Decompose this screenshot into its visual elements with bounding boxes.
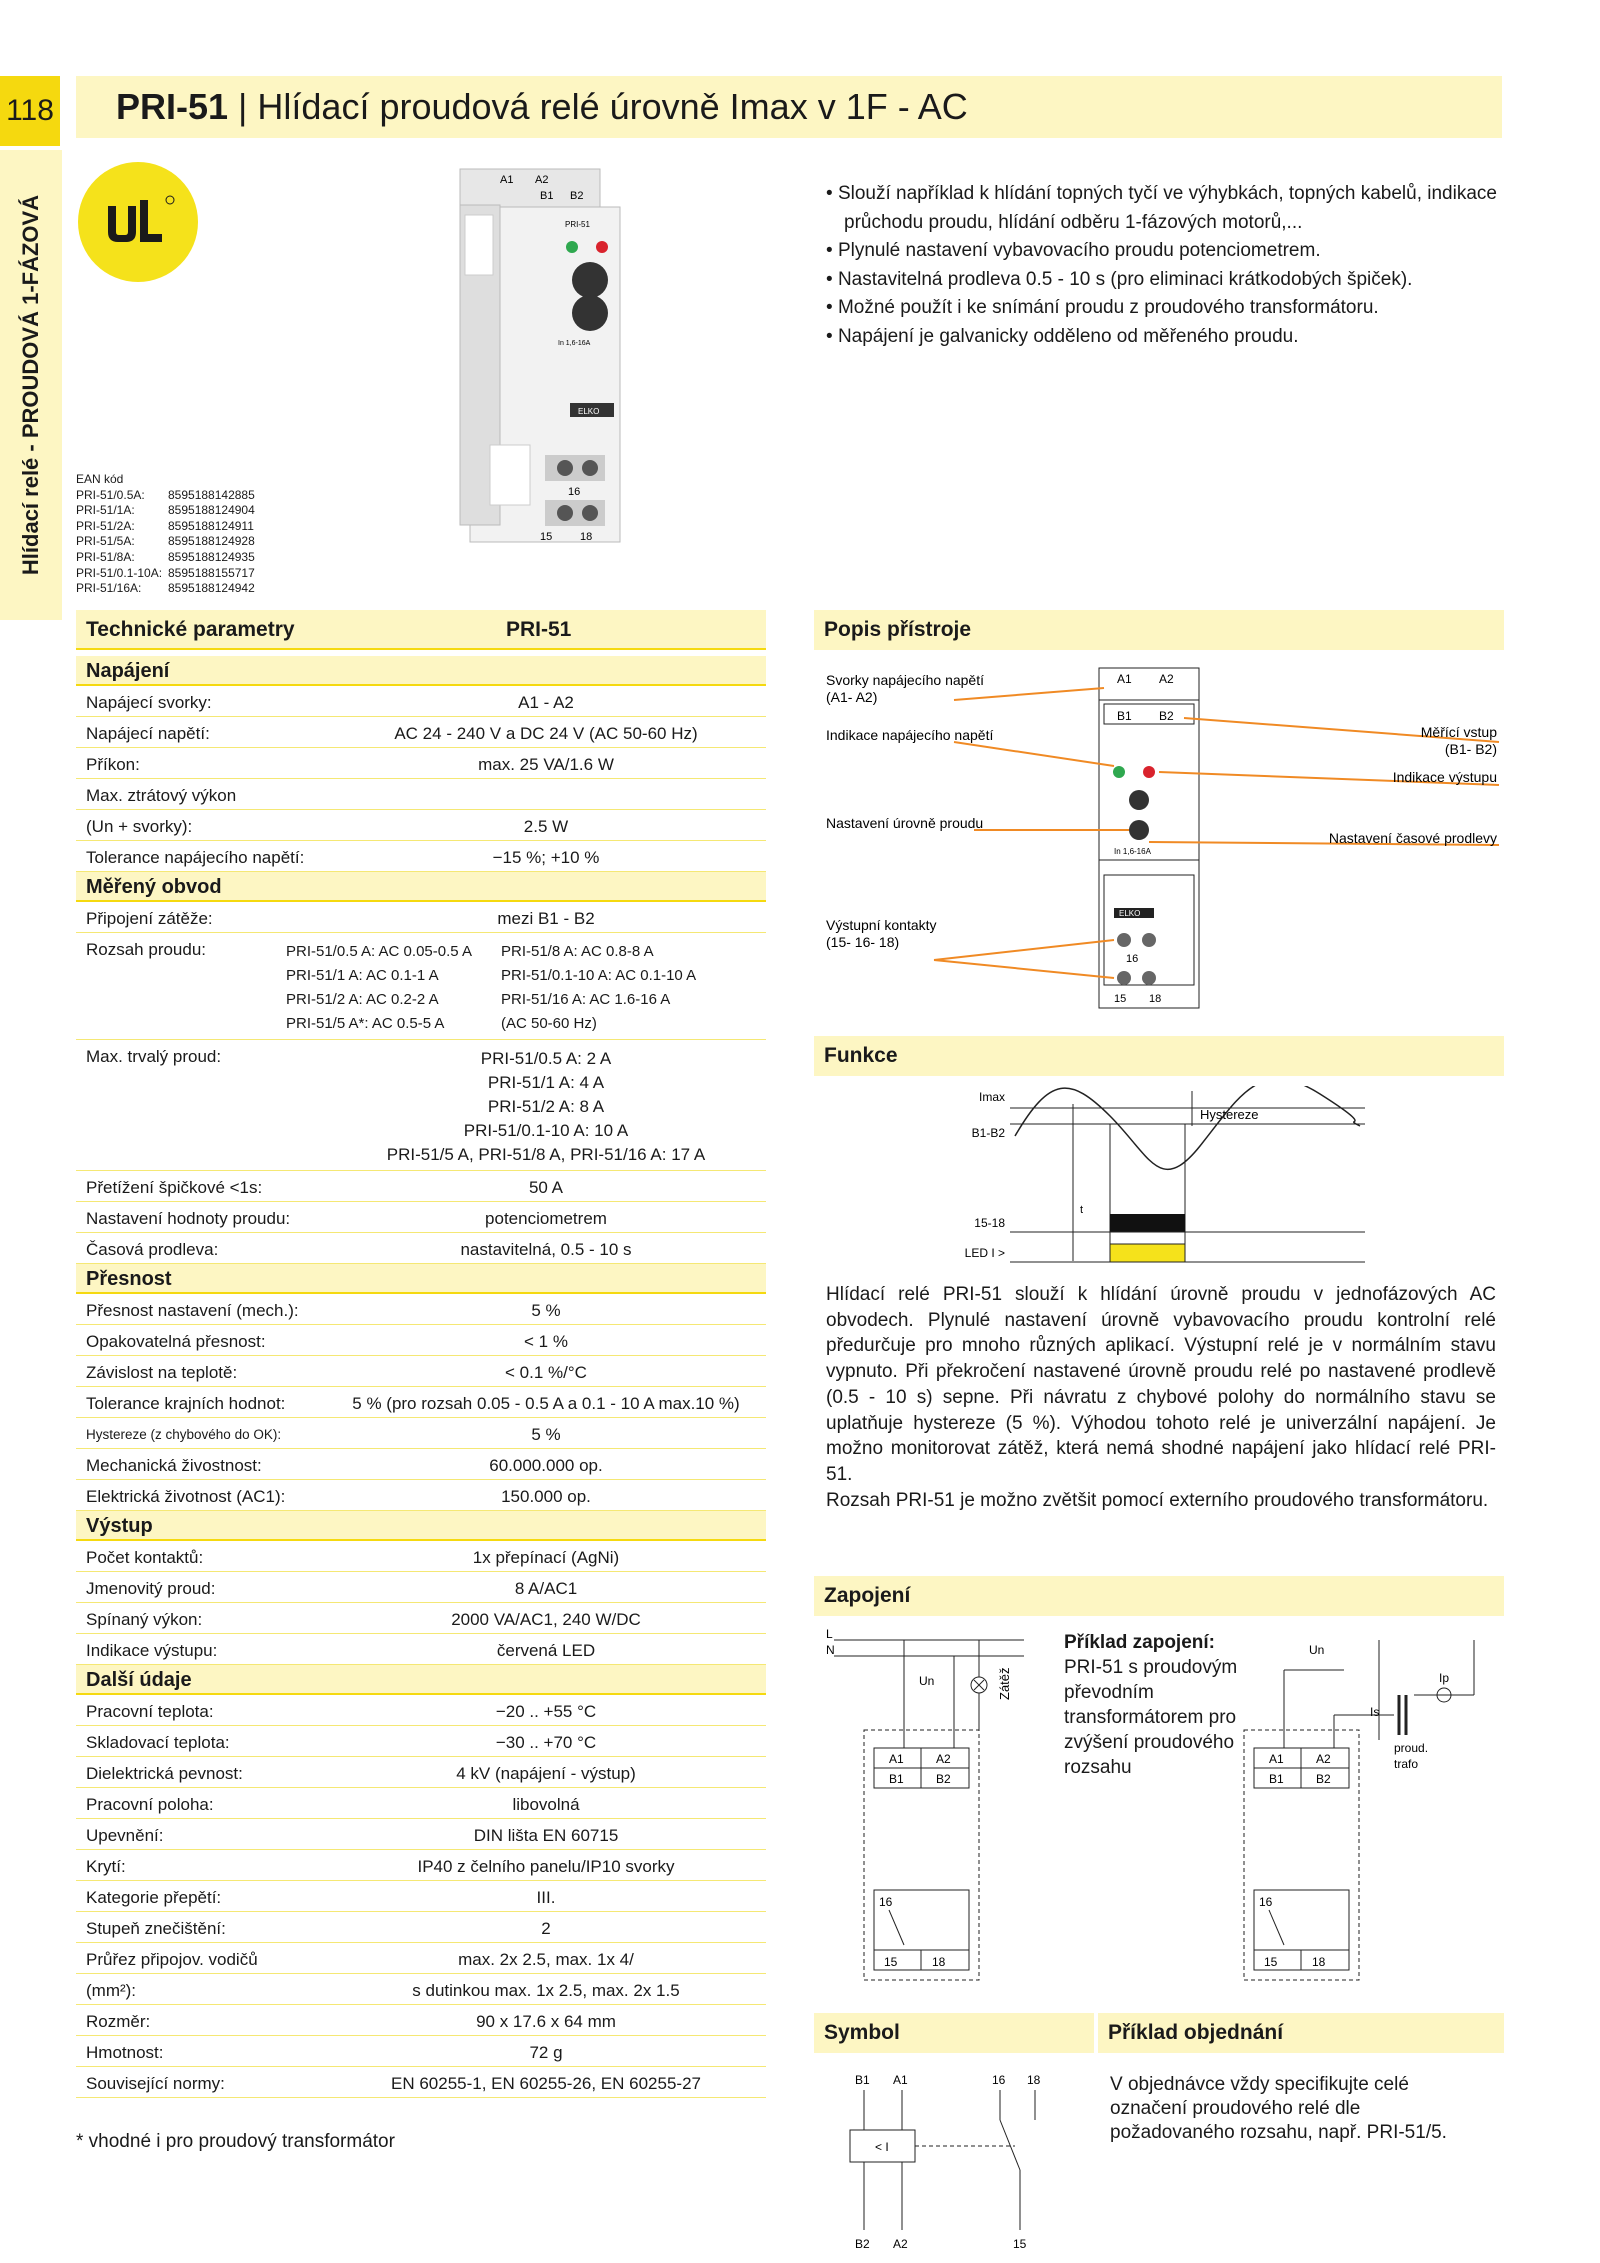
spec-row: (mm²): s dutinkou max. 1x 2.5, max. 2x 1.5: [76, 1974, 766, 2005]
feature-item: • Napájení je galvanicky odděleno od měřeného proudu.: [826, 325, 1299, 347]
spec-row: Upevnění: DIN lišta EN 60715: [76, 1819, 766, 1850]
svg-text:16: 16: [1259, 1895, 1273, 1909]
symbol-diagram: [830, 2070, 1070, 2260]
output-led-icon: [596, 241, 608, 253]
ul-logo-icon: [78, 162, 198, 282]
order-section: [1098, 2013, 1504, 2053]
power-led-icon: [566, 241, 578, 253]
device-photo: [430, 165, 630, 555]
spec-row: Počet kontaktů: 1x přepínací (AgNi): [76, 1541, 766, 1572]
spec-row: Rozsah proudu: PRI-51/0.5 A: AC 0.05-0.5 A PRI-51/8 A: AC 0.8-8 A PRI-51/1 A: AC 0.1-1 A PRI-51/0.1-10 A: AC 0.1-10 A PRI-51/2 A: AC 0.2-2 A PRI-51/16 A: AC 1.6-16 A PRI-51/5 A*: AC 0.5-5 A (AC 50-60 Hz): [76, 933, 766, 1040]
spec-section: Přesnost: [76, 1264, 766, 1294]
svg-text:Un: Un: [1309, 1643, 1325, 1657]
delay-knob-icon: [1129, 820, 1149, 840]
power-led-icon: [1113, 766, 1125, 778]
popis-title: Popis přístroje: [814, 610, 1504, 650]
side-label: Hlídací relé - PROUDOVÁ 1-FÁZOVÁ: [18, 194, 43, 576]
svg-text:15-18: 15-18: [974, 1216, 1005, 1230]
spec-row: Rozměr: 90 x 17.6 x 64 mm: [76, 2005, 766, 2036]
svg-text:proud.: proud.: [1394, 1741, 1429, 1755]
symbol-title: Symbol: [814, 2013, 1094, 2053]
feature-item: • Slouží například k hlídání topných tyčí ve výhybkách, topných kabelů, indikace průchodu proudu, hlídání odběru 1-fázových motorů,...: [826, 183, 1497, 233]
ean-row: PRI-51/5A: 8595188124928: [76, 534, 255, 549]
svg-text:(15- 16- 18): (15- 16- 18): [826, 934, 900, 950]
feature-item: • Plynulé nastavení vybavovacího proudu potenciometrem.: [826, 240, 1321, 262]
spec-row: Max. trvalý proud: PRI-51/0.5 A: 2 A PRI-51/1 A: 4 A PRI-51/2 A: 8 A PRI-51/0.1-10 A: 10 A PRI-51/5 A, PRI-51/8 A, PRI-51/16 A: 17 A: [76, 1040, 766, 1171]
svg-text:B1: B1: [1269, 1772, 1284, 1786]
dev-b1: B1: [540, 190, 554, 202]
zapojeni-title: Zapojení: [814, 1576, 1504, 1616]
spec-row: Průřez připojov. vodičů max. 2x 2.5, max. 1x 4/: [76, 1943, 766, 1974]
page-title: PRI-51 | Hlídací proudová relé úrovně Imax v 1F - AC: [76, 76, 1502, 138]
ul-mark-icon: [78, 162, 198, 282]
dev-model: PRI-51: [565, 220, 590, 229]
ean-row: PRI-51/8A: 8595188124935: [76, 549, 255, 564]
ean-row: PRI-51/0.1-10A: 8595188155717: [76, 565, 255, 580]
svg-text:(A1- A2): (A1- A2): [826, 689, 878, 705]
svg-text:16: 16: [879, 1895, 893, 1909]
ean-row: PRI-51/16A: 8595188124942: [76, 581, 255, 596]
svg-text:18: 18: [1149, 993, 1162, 1005]
spec-row: (Un + svorky): 2.5 W: [76, 810, 766, 841]
spec-row: Dielektrická pevnost: 4 kV (napájení - výstup): [76, 1757, 766, 1788]
svg-text:B2: B2: [936, 1772, 951, 1786]
spec-row: Související normy: EN 60255-1, EN 60255-26, EN 60255-27: [76, 2067, 766, 2098]
spec-row: Napájecí napětí: AC 24 - 240 V a DC 24 V (AC 50-60 Hz): [76, 717, 766, 748]
spec-row: Připojení zátěže: mezi B1 - B2: [76, 902, 766, 933]
svg-text:A1: A1: [889, 1752, 904, 1766]
spec-section: Výstup: [76, 1511, 766, 1541]
svg-text:18: 18: [1027, 2073, 1041, 2087]
output-led-icon: [1143, 766, 1155, 778]
spec-row: Přesnost nastavení (mech.): 5 %: [76, 1294, 766, 1325]
svg-text:Nastavení časové prodlevy: Nastavení časové prodlevy: [1328, 830, 1497, 846]
svg-text:A2: A2: [1316, 1752, 1331, 1766]
dev-16: 16: [568, 486, 581, 498]
svg-text:Měřící vstup: Měřící vstup: [1420, 724, 1497, 740]
svg-text:A1: A1: [1117, 672, 1132, 686]
svg-text:Is: Is: [1370, 1705, 1380, 1719]
spec-row: Kategorie přepětí: III.: [76, 1881, 766, 1912]
delay-knob-icon: [572, 295, 608, 331]
svg-text:18: 18: [932, 1955, 946, 1969]
spec-row: Stupeň znečištění: 2: [76, 1912, 766, 1943]
order-text: V objednávce vždy specifikujte celé označení proudového relé dle požadovaného rozsahu, např. PRI-51/5.: [1110, 2074, 1447, 2143]
feature-item: • Nastavitelná prodleva 0.5 - 10 s (pro eliminaci krátkodobých špiček).: [826, 268, 1413, 290]
dev-18: 18: [580, 531, 593, 543]
svg-text:t: t: [1080, 1204, 1084, 1216]
spec-row: Indikace výstupu: červená LED: [76, 1634, 766, 1665]
feature-item: • Možné použít i ke snímání proudu z proudového transformátoru.: [826, 297, 1379, 319]
svg-text:16: 16: [1126, 953, 1139, 965]
svg-text:Výstupní kontakty: Výstupní kontakty: [826, 917, 937, 933]
svg-text:Nastavení úrovně proudu: Nastavení úrovně proudu: [826, 815, 984, 831]
svg-text:B2: B2: [1316, 1772, 1331, 1786]
svg-text:B1-B2: B1-B2: [971, 1126, 1005, 1140]
spec-row: Skladovací teplota: −30 .. +70 °C: [76, 1726, 766, 1757]
symbol-section: [814, 2013, 1094, 2053]
order-title: Příklad objednání: [1098, 2013, 1504, 2053]
title-text: Hlídací proudová relé úrovně Imax v 1F - AC: [257, 86, 968, 127]
svg-text:B1: B1: [1117, 709, 1132, 723]
dev-brand: ELKO: [578, 407, 600, 416]
svg-text:A1: A1: [1269, 1752, 1284, 1766]
spec-row: Mechanická živostnost: 60.000.000 op.: [76, 1449, 766, 1480]
svg-text:Hystereze: Hystereze: [1200, 1107, 1259, 1122]
device-description-diagram: [814, 660, 1504, 1020]
svg-text:trafo: trafo: [1394, 1757, 1419, 1771]
function-text: Hlídací relé PRI-51 slouží k hlídání úrovně proudu v jednofázových AC obvodech. Plynulé nastavení úrovně vybavovacího proudu kontrolní relé předurčuje pro mnoho různých aplikací. Výstupní relé je v normálním stavu vypnuto. Při překročení nastavené úrovně proudu relé po nastavené prodlevě (0.5 - 10 s) sepne. Při návratu z chybové polohy do normálního stavu se uplatňuje hystereze (5 %). Výhodou tohoto relé je univerzální napájení. Je možno monitorovat zátěž, která nemá shodné napájení jako hlídací relé PRI-51. Rozsah PRI-51 je možno zvětšit pomocí externího proudového transformátoru.: [826, 1284, 1496, 1511]
function-diagram: [960, 1086, 1370, 1276]
svg-text:B1: B1: [889, 1772, 904, 1786]
svg-text:B2: B2: [855, 2237, 870, 2251]
svg-text:N: N: [826, 1643, 835, 1657]
dev-15: 15: [540, 531, 553, 543]
spec-row: Pracovní poloha: libovolná: [76, 1788, 766, 1819]
spec-row: Opakovatelná přesnost: < 1 %: [76, 1325, 766, 1356]
svg-text:In 1,6-16A: In 1,6-16A: [1114, 847, 1151, 856]
footnote: * vhodné i pro proudový transformátor: [76, 2131, 395, 2152]
spec-row: Napájecí svorky: A1 - A2: [76, 686, 766, 717]
svg-text:Zátěž: Zátěž: [997, 1667, 1012, 1700]
spec-row: Tolerance napájecího napětí: −15 %; +10 %: [76, 841, 766, 872]
svg-text:Ip: Ip: [1439, 1671, 1450, 1685]
spec-row: Jmenovitý proud: 8 A/AC1: [76, 1572, 766, 1603]
ean-list: [76, 472, 255, 597]
side-tab: [0, 150, 62, 620]
page-number: 118: [0, 76, 60, 146]
spec-row: Hystereze (z chybového do OK): 5 %: [76, 1418, 766, 1449]
svg-text:< I: < I: [875, 2140, 889, 2154]
svg-text:A1: A1: [893, 2073, 908, 2087]
svg-text:A2: A2: [1159, 672, 1174, 686]
spec-row: Hmotnost: 72 g: [76, 2036, 766, 2067]
svg-text:Imax: Imax: [978, 1090, 1005, 1104]
svg-text:15: 15: [884, 1955, 898, 1969]
spec-row: Nastavení hodnoty proudu: potenciometrem: [76, 1202, 766, 1233]
ean-row: PRI-51/1A: 8595188124904: [76, 503, 255, 518]
spec-row: Pracovní teplota: −20 .. +55 °C: [76, 1695, 766, 1726]
current-knob-icon: [1129, 790, 1149, 810]
svg-text:Indikace výstupu: Indikace výstupu: [1392, 769, 1497, 785]
svg-text:15: 15: [1114, 993, 1127, 1005]
svg-text:18: 18: [1312, 1955, 1326, 1969]
spec-header: Technické parametry PRI-51: [76, 610, 766, 650]
spec-row: Přetížení špičkové <1s: 50 A: [76, 1171, 766, 1202]
dev-a1: A1: [500, 174, 514, 186]
spec-row: Tolerance krajních hodnot: 5 % (pro rozsah 0.05 - 0.5 A a 0.1 - 10 A max.10 %): [76, 1387, 766, 1418]
dev-range: In 1,6-16A: [558, 340, 591, 347]
wiring-example: Příklad zapojení: PRI-51 s proudovým převodním transformátorem pro zvýšení proudového rozsahu: [1064, 1632, 1238, 1778]
spec-row: Max. ztrátový výkon: [76, 779, 766, 810]
funkce-section: [814, 1036, 1504, 1076]
funkce-title: Funkce: [814, 1036, 1504, 1076]
dev-b2: B2: [570, 190, 584, 202]
ean-title: EAN kód: [76, 472, 124, 486]
spec-section: Napájení: [76, 656, 766, 686]
svg-text:(B1- B2): (B1- B2): [1444, 741, 1497, 757]
svg-text:ELKO: ELKO: [1119, 909, 1141, 918]
svg-text:A2: A2: [893, 2237, 908, 2251]
svg-text:A2: A2: [936, 1752, 951, 1766]
popis-section: [814, 610, 1504, 650]
svg-text:L: L: [826, 1627, 833, 1641]
spec-row: Závislost na teplotě: < 0.1 %/°C: [76, 1356, 766, 1387]
spec-row: Krytí: IP40 z čelního panelu/IP10 svorky: [76, 1850, 766, 1881]
svg-text:16: 16: [992, 2073, 1006, 2087]
spec-row: Spínaný výkon: 2000 VA/AC1, 240 W/DC: [76, 1603, 766, 1634]
spec-table: [76, 610, 766, 2098]
dev-a2: A2: [535, 174, 549, 186]
svg-text:LED I >: LED I >: [964, 1246, 1005, 1260]
ean-row: PRI-51/0.5A: 8595188142885: [76, 487, 255, 502]
svg-text:15: 15: [1013, 2237, 1027, 2251]
spec-row: Elektrická životnost (AC1): 150.000 op.: [76, 1480, 766, 1511]
svg-text:Indikace napájecího napětí: Indikace napájecího napětí: [826, 727, 994, 743]
svg-text:15: 15: [1264, 1955, 1278, 1969]
product-name: PRI-51: [116, 86, 229, 127]
zapojeni-section: [814, 1576, 1504, 1616]
svg-text:B1: B1: [855, 2073, 870, 2087]
svg-text:B2: B2: [1159, 709, 1174, 723]
spec-row: Časová prodleva: nastavitelná, 0.5 - 10 s: [76, 1233, 766, 1264]
ean-row: PRI-51/2A: 8595188124911: [76, 518, 254, 533]
feature-list: [826, 180, 1506, 352]
svg-text:Svorky napájecího napětí: Svorky napájecího napětí: [826, 672, 984, 688]
spec-row: Příkon: max. 25 VA/1.6 W: [76, 748, 766, 779]
svg-text:Un: Un: [919, 1674, 935, 1688]
current-knob-icon: [572, 262, 608, 298]
spec-section: Měřený obvod: [76, 872, 766, 902]
spec-section: Další údaje: [76, 1665, 766, 1695]
